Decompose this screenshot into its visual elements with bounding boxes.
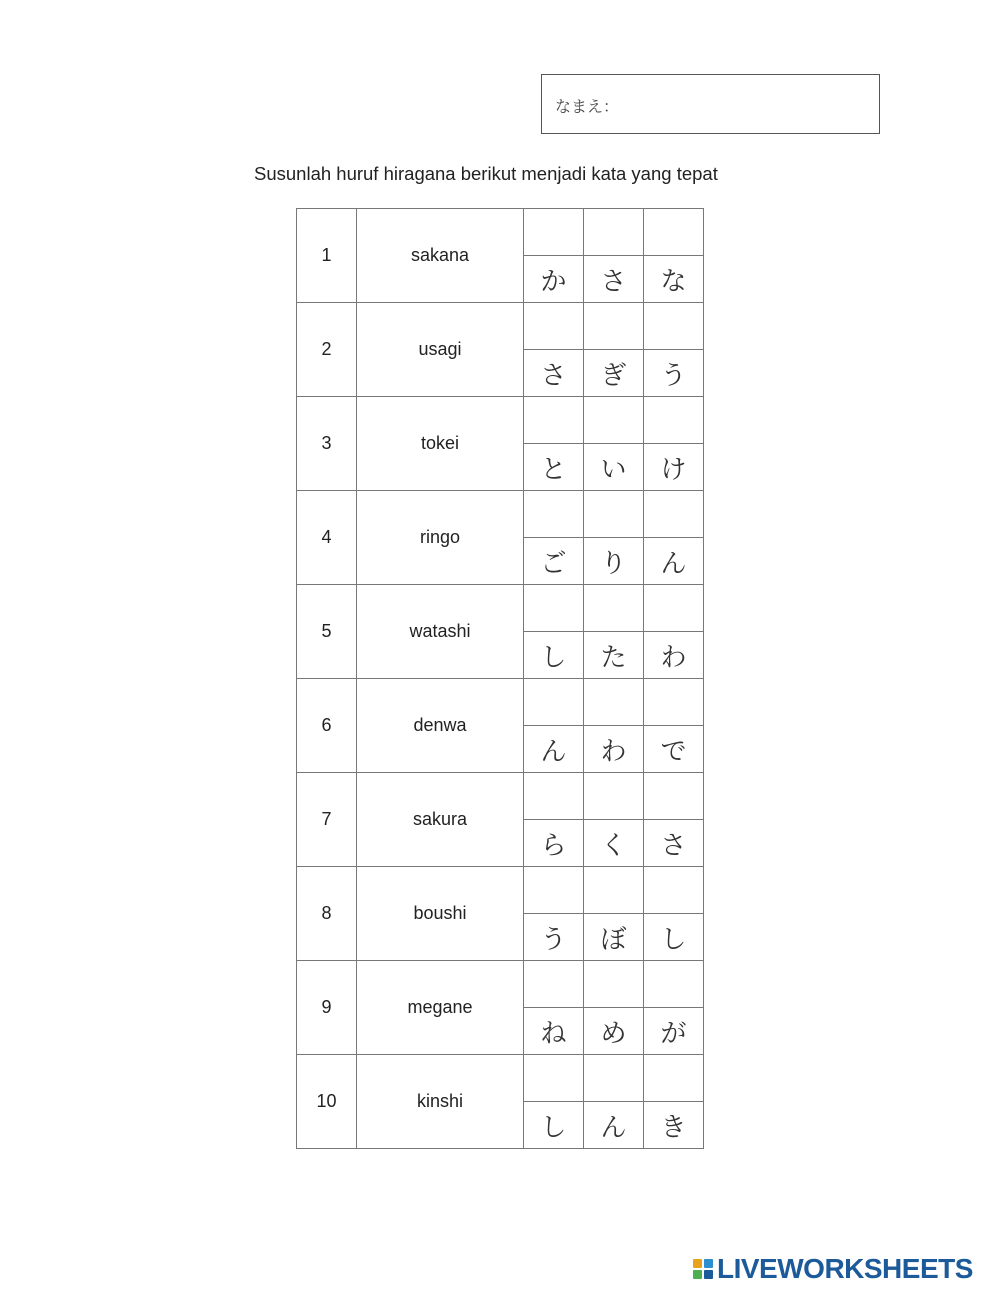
romaji-word: usagi bbox=[357, 303, 524, 397]
hiragana-tile[interactable]: ん bbox=[644, 538, 704, 585]
answer-box[interactable] bbox=[524, 585, 584, 632]
item-number: 5 bbox=[297, 585, 357, 679]
answer-box[interactable] bbox=[584, 961, 644, 1008]
hiragana-tile[interactable]: わ bbox=[644, 632, 704, 679]
answer-box[interactable] bbox=[524, 491, 584, 538]
answer-box[interactable] bbox=[524, 867, 584, 914]
item-number: 1 bbox=[297, 209, 357, 303]
hiragana-tile[interactable]: ぎ bbox=[584, 350, 644, 397]
hiragana-tile[interactable]: わ bbox=[584, 726, 644, 773]
logo-block bbox=[693, 1259, 702, 1268]
answer-row bbox=[297, 209, 704, 256]
hiragana-tile[interactable]: い bbox=[584, 444, 644, 491]
answer-box[interactable] bbox=[584, 679, 644, 726]
answer-box[interactable] bbox=[644, 585, 704, 632]
worksheet-table bbox=[296, 208, 704, 1149]
answer-row bbox=[297, 303, 704, 350]
romaji-word: watashi bbox=[357, 585, 524, 679]
answer-box[interactable] bbox=[584, 303, 644, 350]
logo-blocks-icon bbox=[693, 1259, 713, 1279]
item-number: 9 bbox=[297, 961, 357, 1055]
hiragana-tile[interactable]: し bbox=[524, 632, 584, 679]
answer-row bbox=[297, 773, 704, 820]
romaji-word: denwa bbox=[357, 679, 524, 773]
answer-box[interactable] bbox=[584, 397, 644, 444]
hiragana-tile[interactable]: ぼ bbox=[584, 914, 644, 961]
answer-box[interactable] bbox=[644, 679, 704, 726]
hiragana-tile[interactable]: ん bbox=[584, 1102, 644, 1149]
answer-row bbox=[297, 585, 704, 632]
item-number: 4 bbox=[297, 491, 357, 585]
answer-box[interactable] bbox=[584, 209, 644, 256]
hiragana-tile[interactable]: め bbox=[584, 1008, 644, 1055]
hiragana-tile[interactable]: く bbox=[584, 820, 644, 867]
hiragana-tile[interactable]: さ bbox=[644, 820, 704, 867]
answer-row bbox=[297, 491, 704, 538]
hiragana-tile[interactable]: ご bbox=[524, 538, 584, 585]
hiragana-tile[interactable]: し bbox=[644, 914, 704, 961]
answer-box[interactable] bbox=[524, 303, 584, 350]
hiragana-tile[interactable]: ん bbox=[524, 726, 584, 773]
answer-box[interactable] bbox=[524, 1055, 584, 1102]
romaji-word: boushi bbox=[357, 867, 524, 961]
answer-box[interactable] bbox=[644, 491, 704, 538]
logo-block bbox=[704, 1259, 713, 1268]
answer-box[interactable] bbox=[644, 397, 704, 444]
hiragana-tile[interactable]: う bbox=[644, 350, 704, 397]
hiragana-tile[interactable]: け bbox=[644, 444, 704, 491]
hiragana-tile[interactable]: と bbox=[524, 444, 584, 491]
answer-box[interactable] bbox=[644, 1055, 704, 1102]
hiragana-tile[interactable]: さ bbox=[524, 350, 584, 397]
liveworksheets-logo bbox=[693, 1253, 973, 1285]
answer-box[interactable] bbox=[644, 773, 704, 820]
hiragana-tile[interactable]: り bbox=[584, 538, 644, 585]
item-number: 2 bbox=[297, 303, 357, 397]
hiragana-tile[interactable]: で bbox=[644, 726, 704, 773]
item-number: 8 bbox=[297, 867, 357, 961]
answer-row bbox=[297, 867, 704, 914]
answer-row bbox=[297, 397, 704, 444]
answer-box[interactable] bbox=[584, 491, 644, 538]
hiragana-tile[interactable]: し bbox=[524, 1102, 584, 1149]
hiragana-tile[interactable]: な bbox=[644, 256, 704, 303]
item-number: 7 bbox=[297, 773, 357, 867]
romaji-word: sakana bbox=[357, 209, 524, 303]
romaji-word: megane bbox=[357, 961, 524, 1055]
item-number: 10 bbox=[297, 1055, 357, 1149]
romaji-word: tokei bbox=[357, 397, 524, 491]
item-number: 3 bbox=[297, 397, 357, 491]
instruction-text: Susunlah huruf hiragana berikut menjadi kata yang tepat bbox=[254, 163, 718, 184]
hiragana-tile[interactable]: ら bbox=[524, 820, 584, 867]
hiragana-tile[interactable]: き bbox=[644, 1102, 704, 1149]
hiragana-tile[interactable]: さ bbox=[584, 256, 644, 303]
answer-box[interactable] bbox=[524, 397, 584, 444]
logo-block bbox=[704, 1270, 713, 1279]
answer-box[interactable] bbox=[524, 209, 584, 256]
item-number: 6 bbox=[297, 679, 357, 773]
answer-box[interactable] bbox=[584, 773, 644, 820]
name-field[interactable] bbox=[541, 74, 880, 134]
answer-row bbox=[297, 961, 704, 1008]
answer-box[interactable] bbox=[644, 961, 704, 1008]
answer-box[interactable] bbox=[524, 773, 584, 820]
answer-box[interactable] bbox=[584, 585, 644, 632]
romaji-word: sakura bbox=[357, 773, 524, 867]
answer-box[interactable] bbox=[644, 303, 704, 350]
hiragana-tile[interactable]: う bbox=[524, 914, 584, 961]
hiragana-tile[interactable]: た bbox=[584, 632, 644, 679]
answer-box[interactable] bbox=[644, 209, 704, 256]
logo-block bbox=[693, 1270, 702, 1279]
answer-box[interactable] bbox=[584, 1055, 644, 1102]
answer-box[interactable] bbox=[584, 867, 644, 914]
answer-row bbox=[297, 1055, 704, 1102]
romaji-word: kinshi bbox=[357, 1055, 524, 1149]
hiragana-tile[interactable]: が bbox=[644, 1008, 704, 1055]
romaji-word: ringo bbox=[357, 491, 524, 585]
answer-box[interactable] bbox=[524, 961, 584, 1008]
answer-row bbox=[297, 679, 704, 726]
hiragana-tile[interactable]: ね bbox=[524, 1008, 584, 1055]
logo-text: LIVEWORKSHEETS bbox=[717, 1253, 973, 1284]
hiragana-tile[interactable]: か bbox=[524, 256, 584, 303]
answer-box[interactable] bbox=[644, 867, 704, 914]
answer-box[interactable] bbox=[524, 679, 584, 726]
name-label: なまえ： bbox=[555, 97, 620, 116]
